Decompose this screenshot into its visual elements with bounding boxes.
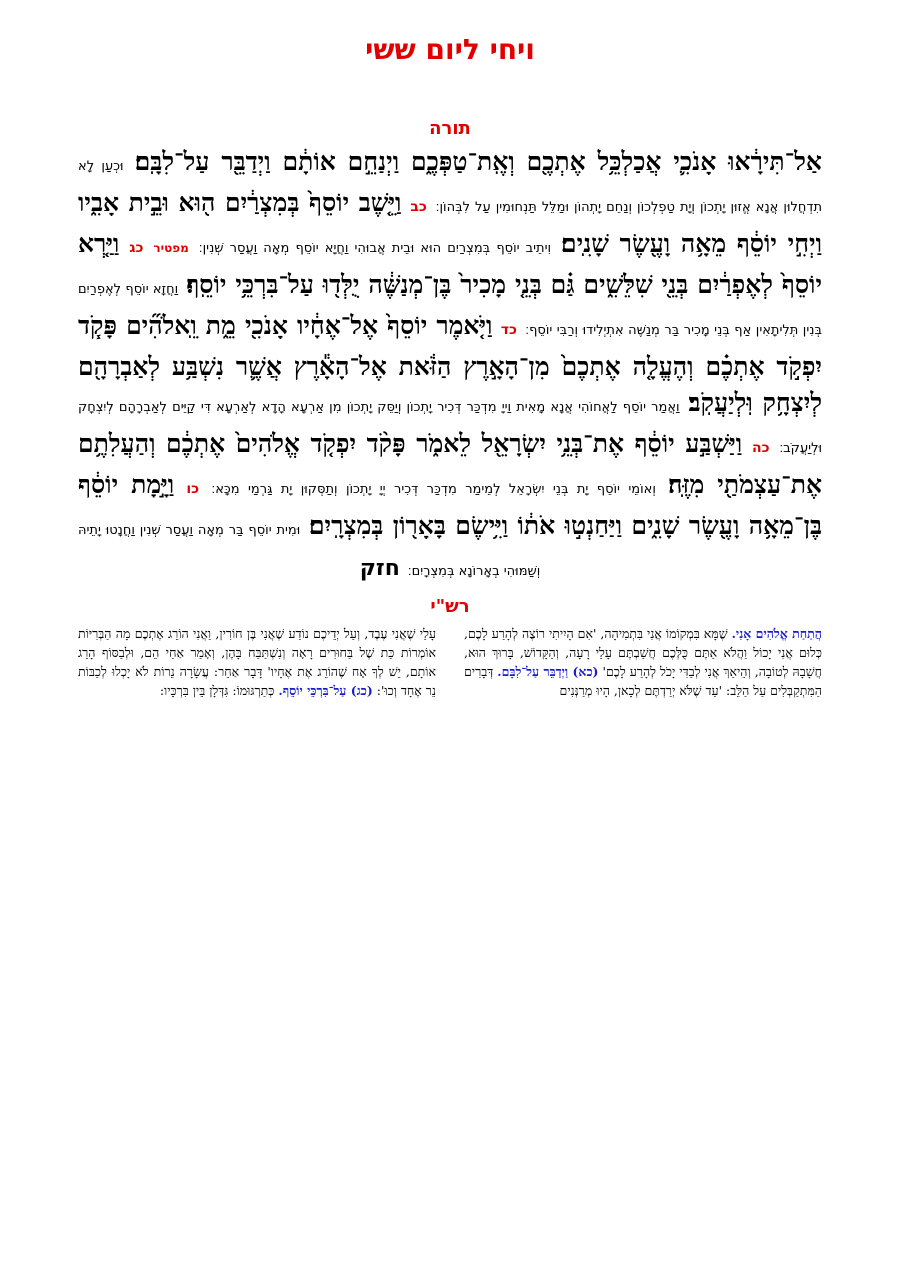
verse-targum: וַחֲזָא יוֹסֵף לְאֶפְרַיִם בְּנִין תְּלִיתָאִין אַף בְּנֵי מָכִיר בַּר מְנַשֶּׁה אִתְיְלִידוּ וְרַבִּי יוֹסֵף׃ [78,282,822,338]
maftir-label: מפטיר [153,241,189,255]
rashi-text: שֶׁמָּא בִּמְקוֹמוֹ אֲנִי בִּתְמִיהָה, 'אִם הָיִיתִי רוֹצֶה לְהָרַע לָכֶם, כְּלוּם אֲנִי יָכוֹל וַהֲלֹא אַתֶּם כֻּלְּכֶם חֲשַׁבְתֶּם עָלַי רָעָה, וְהַקָּדוֹשׁ, בָּרוּךְ הוּא, חֲשָׁבָהּ לְטוֹבָה, וְהֵיאַךְ אֲנִי לְבַדִּי יָכֹל לְהָרַע לָכֶם' [464,626,822,679]
rashi-column-right [464,624,822,700]
page [78,28,822,700]
verse-number: כג [129,240,144,256]
verse-targum: וַאֲמַר יוֹסֵף לַאֲחוֹהִי אֲנָא מָאִית וַייָ מִדְכַּר דְּכִיר יָתְכוֹן וְיַסֵּק יָתְכוֹן מִן אַרְעָא הָדָא לְאַרְעָא דִּי קַיֵּים לְאַבְרָהָם לְיִצְחָק וּלְיַעֲקֹב׃ [78,400,823,456]
torah-heading: תורה [429,118,471,139]
verse-number: כה [751,440,770,456]
verse-hebrew: וַיַּשְׁבַּ֣ע יוֹסֵ֔ף אֶת־בְּנֵ֥י יִשְׂרָאֵ֖ל לֵאמֹ֑ר פָּקֹ֨ד יִפְקֹ֤ד אֱלֹהִים֙ אֶתְכֶ֔ם וְהַעֲלִתֶ֥ם אֶת־עַצְמֹתַ֖י מִזֶּֽה׃ [78,429,822,499]
closing-chazak: חזק [359,556,400,581]
verse-number: כד [500,322,517,338]
verse-hebrew: וַיֵּ֤שֶׁב יוֹסֵף֙ בְּמִצְרַ֔יִם ה֖וּא וּבֵ֣ית אָבִ֑יו וַיְחִ֣י יוֹסֵ֔ף מֵאָ֥ה וָעֶ֖שֶׂר שָׁנִֽים׃ [78,188,822,258]
verse-hebrew: וַיֹּ֤אמֶר יוֹסֵף֙ אֶל־אֶחָ֔יו אָנֹכִ֖י מֵ֑ת וֵֽאלֹהִ֞ים פָּקֹ֧ד יִפְקֹ֣ד אֶתְכֶ֗ם וְהֶעֱלָ֤ה אֶתְכֶם֙ מִן־הָאָ֣רֶץ הַזֹּ֔את אֶל־הָאָ֕רֶץ אֲשֶׁ֛ר נִשְׁבַּ֥ע לְאַבְרָהָ֖ם לְיִצְחָ֥ק וּֽלְיַעֲקֹֽב׃ [78,311,823,417]
verse-targum: וִיתֵיב יוֹסֵף בְּמִצְרַיִם הוּא וּבֵית אֲבוּהִי וַחֲיָא יוֹסֵף מְאָה וַעֲסַר שְׁנִין׃ [198,241,552,256]
dibbur-hamatchil: (כא) וַיְדַבֵּר עַל־לִבָּם. [497,664,599,679]
page-title: ויחי ליום ששי [365,33,535,66]
verse-hebrew: וַיַּ֤רְא יוֹסֵף֙ לְאֶפְרַ֔יִם בְּנֵ֖י שִׁלֵּשִׁ֑ים גַּ֗ם בְּנֵ֤י מָכִיר֙ בֶּן־מְנַשֶּׁ֔ה יֻלְּד֖וּ עַל־בִּרְכֵּ֥י יוֹסֵֽף׃ [78,229,822,299]
torah-text [78,144,822,590]
rashi-text: דְּבָרִים הַמִּתְקַבְּלִים עַל הַלֵּב: 'עַד שֶׁלֹּא יְרַדְתֶּם לְכָאן, הָיוּ מְרַנְּנִים [464,664,822,698]
rashi-text: עָלַי שֶׁאֲנִי עֶבֶד, וְעַל יְדֵיכֶם נוֹדַע שֶׁאֲנִי בֶּן חוֹרִין, וַאֲנִי הוֹרֵג אֶתְכֶם מָה הַבְּרִיּוֹת אוֹמְרוֹת כַּת שֶׁל בַּחוּרִים רָאָה וְנִשְׁתַּבַּח בָּהֶן, וְאָמַר אַחַי הֵם, וּלְבַסּוֹף הָרַג אוֹתָם, יֵשׁ לְךָ אָח שֶׁהוֹרֵג אֶת אֶחָיו' דָּבָר אַחֵר: עֲשָׂרָה נֵרוֹת לֹא יָכְלוּ לְכַבּוֹת נֵר אֶחָד וְכוּ': [78,626,436,698]
verse-targum: וּמִית יוֹסֵף בַּר מְאָה וַעֲסַר שְׁנִין וַחֲנָטוּ יָתֵיהּ וְשַׁמּוּהִי בְאָרוֹנָא בְּמִצְרָיִם׃ [78,523,541,579]
verse-targum: וּכְעַן לָא תִדְחֲלוּן אֲנָא אֱזוּן יָתְכוֹן וְיָת טַפְלְכוֹן וְנַחֵם יָתְהוֹן וּמַלֵּל תַּנְחוּמִין עַל לִבְּהוֹן׃ [78,159,823,215]
rashi-text: כְּתַרְגּוּמוֹ: גִּדְּלָן בֵּין בִּרְכָּיו: [159,683,279,698]
rashi-column-left [78,624,436,700]
dibbur-hamatchil: (כג) עַל־בִּרְכֵּי יוֹסֵף. [278,683,373,698]
verse-hebrew: אַל־תִּירָ֔אוּ אָנֹכִ֛י אֲכַלְכֵּ֥ל אֶתְכֶ֖ם וְאֶֽת־טַפְּכֶ֑ם וַיְנַחֵ֣ם אוֹתָ֔ם וַיְדַבֵּ֖ר עַל־לִבָּֽם׃ [134,147,822,176]
verse-hebrew: וַיָּ֣מָת יוֹסֵ֔ף בֶּן־מֵאָ֥ה וָעֶ֖שֶׂר שָׁנִ֑ים וַיַּחַנְט֣וּ אֹת֔וֹ וַיִּ֥ישֶׂם בָּאָר֖וֹן בְּמִצְרָֽיִם׃ [78,470,822,540]
verse-number: כב [410,199,427,215]
verse-number: כו [186,481,200,497]
rashi-heading: רש"י [430,596,470,617]
dibbur-hamatchil: הֲתַחַת אֱלֹהִים אָנִי. [731,626,822,641]
verse-targum: וְאוֹמֵי יוֹסֵף יָת בְּנֵי יִשְׂרָאֵל לְמֵימַר מִדְכַּר דְּכִיר יְיָ יָתְכוֹן וְתַסְּקוּן יָת גַּרְמַי מִכָּא׃ [211,482,656,497]
rashi-commentary [78,624,822,700]
